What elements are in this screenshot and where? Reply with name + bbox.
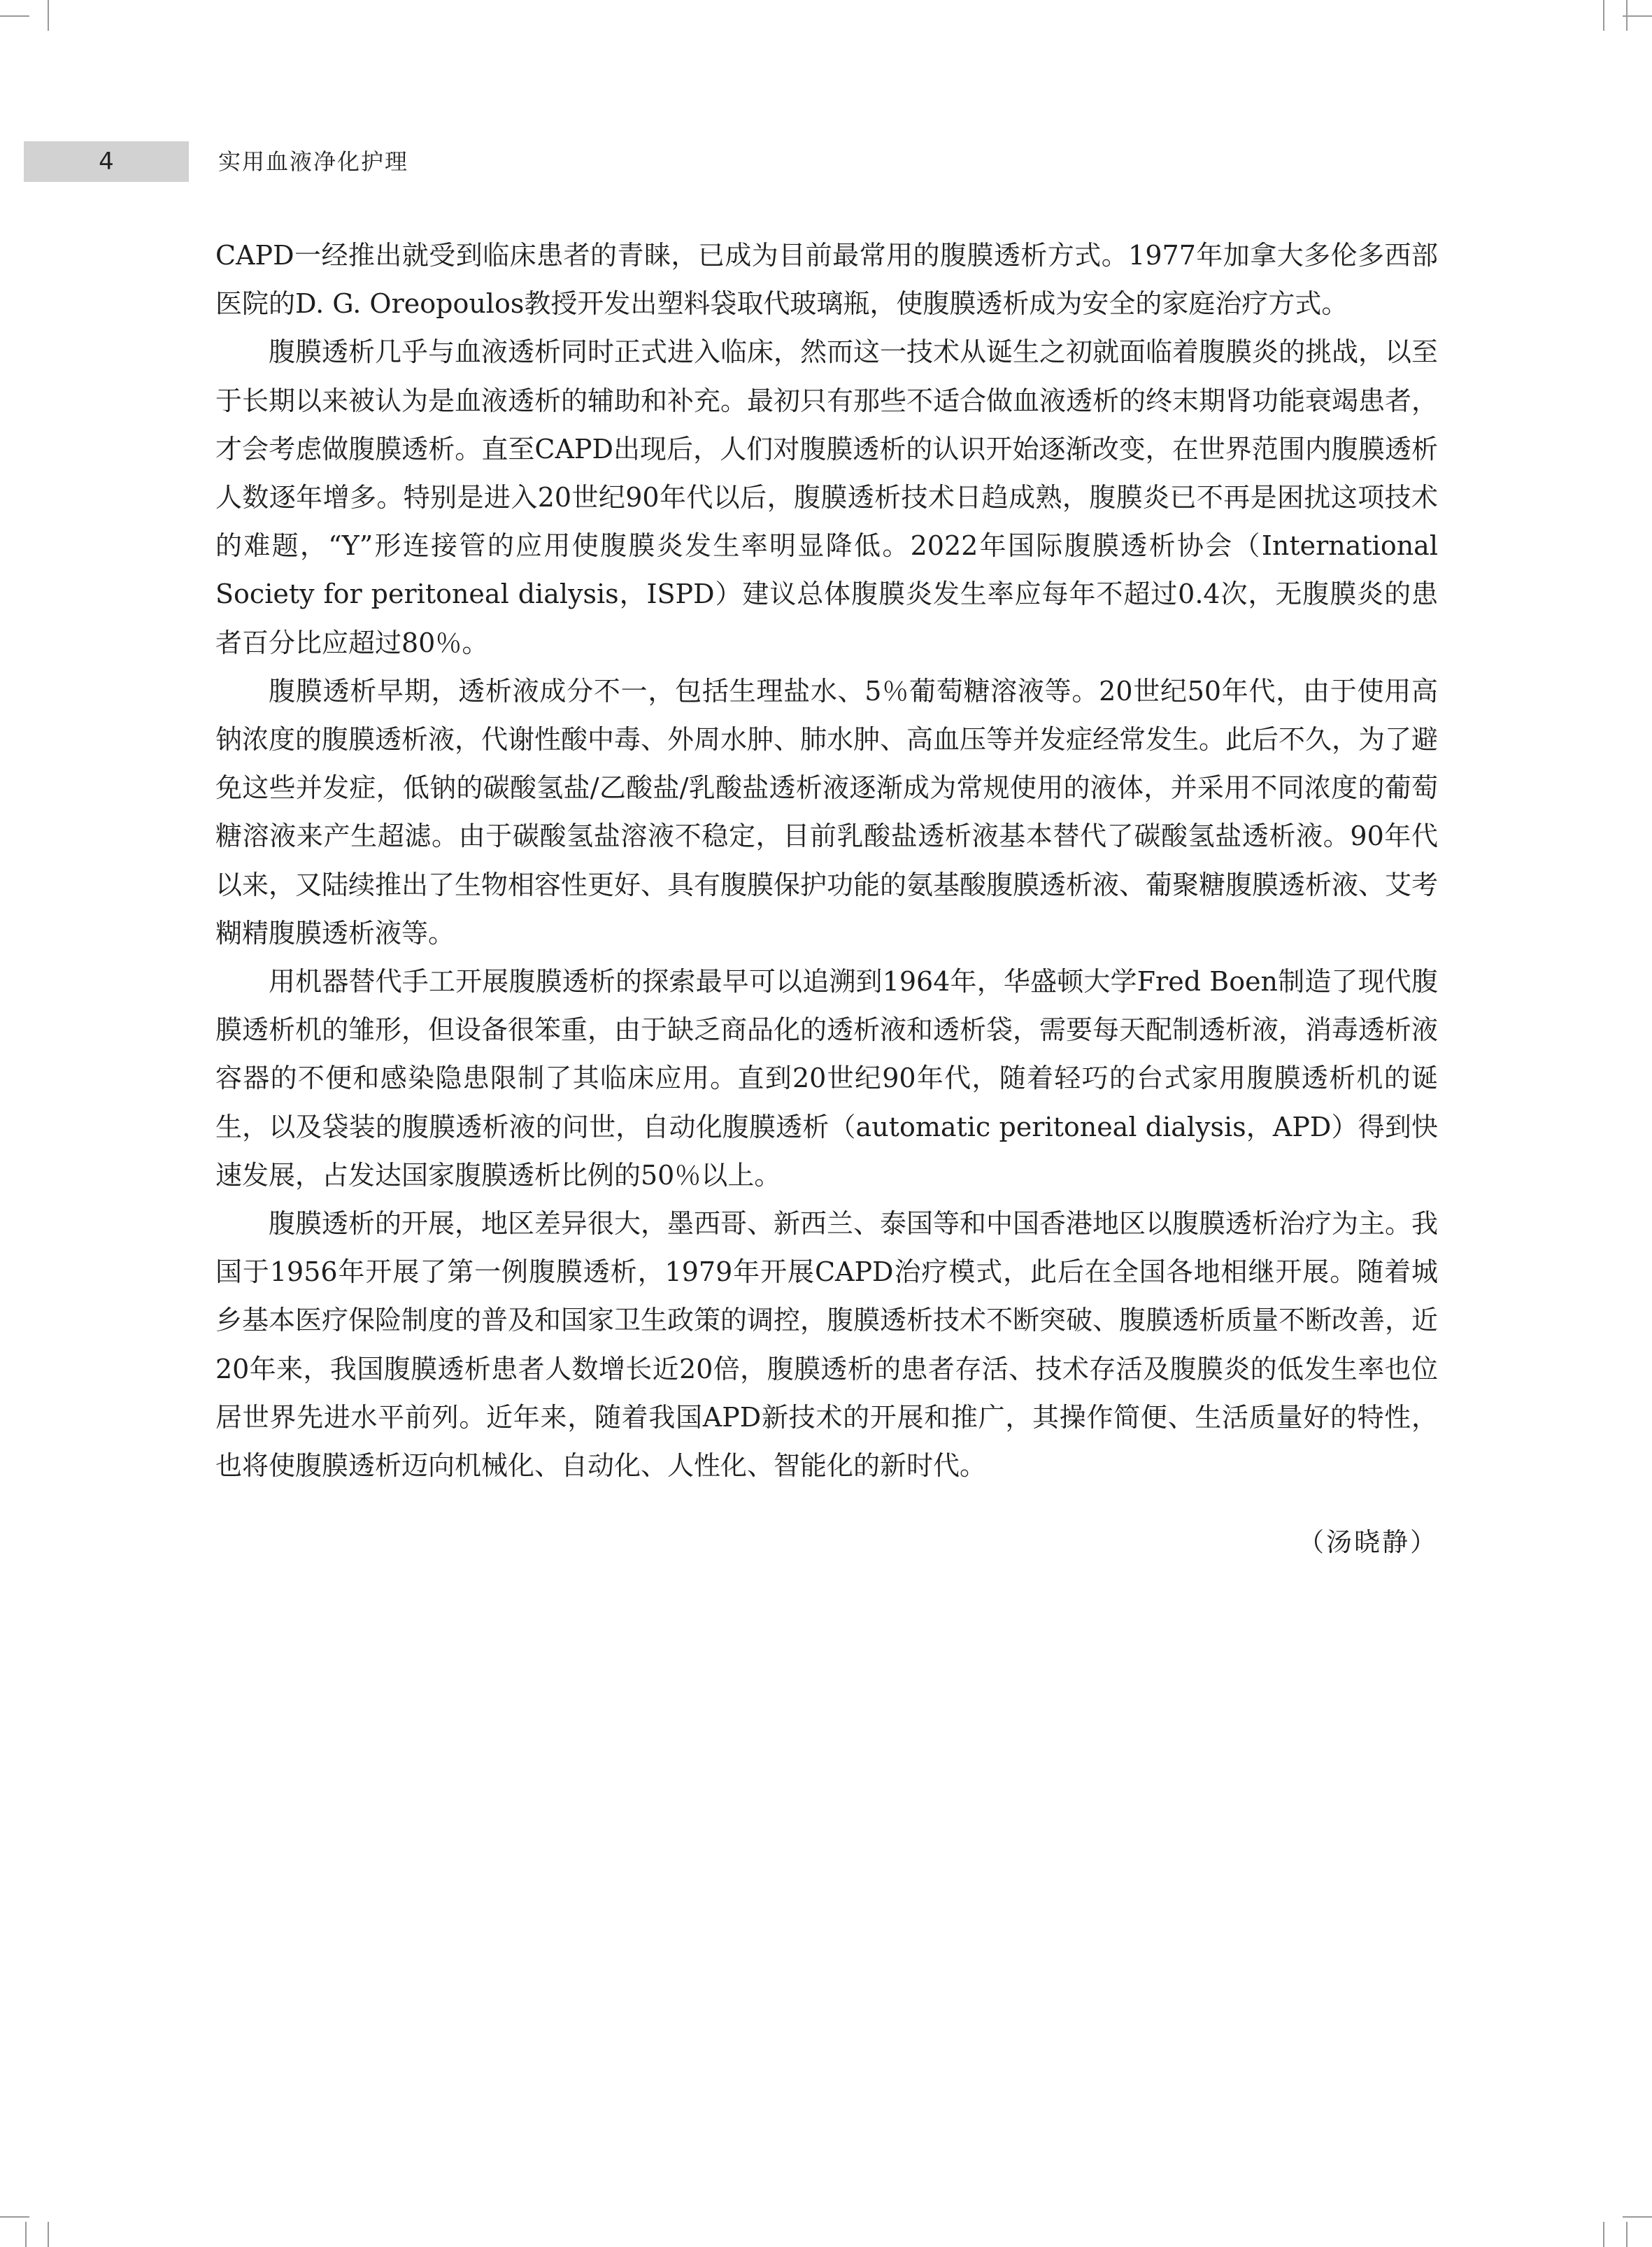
paragraph: 腹膜透析早期，透析液成分不一，包括生理盐水、5％葡萄糖溶液等。20世纪50年代，由于使用高钠浓度的腹膜透析液，代谢性酸中毒、外周水肿、肺水肿、高血压等并发症经常发生。此后不久，为了避免这些并发症，低钠的碳酸氢盐/乙酸盐/乳酸盐透析液逐渐成为常规使用的液体，并采用不同浓度的葡萄糖溶液来产生超滤。由于碳酸氢盐溶液不稳定，目前乳酸盐透析液基本替代了碳酸氢盐透析液。90年代以来，又陆续推出了生物相容性更好、具有腹膜保护功能的氨基酸腹膜透析液、葡聚糖腹膜透析液、艾考糊精腹膜透析液等。	[215, 675, 1439, 949]
author-signature: （汤晓静）	[1298, 1527, 1438, 1557]
crop-mark	[48, 2222, 49, 2247]
crop-mark	[1623, 2216, 1652, 2218]
page-number: 4	[99, 148, 114, 176]
paragraph: CAPD一经推出就受到临床患者的青睐，已成为目前最常用的腹膜透析方式。1977年加拿大多伦多西部医院的D. G. Oreopoulos教授开发出塑料袋取代玻璃瓶，使腹膜透析成为安全的家庭治疗方式。	[215, 240, 1438, 320]
paragraph: 腹膜透析几乎与血液透析同时正式进入临床，然而这一技术从诞生之初就面临着腹膜炎的挑战，以至于长期以来被认为是血液透析的辅助和补充。最初只有那些不适合做血液透析的终末期肾功能衰竭患者，才会考虑做腹膜透析。直至CAPD出现后，人们对腹膜透析的认识开始逐渐改变，在世界范围内腹膜透析人数逐年增多。特别是进入20世纪90年代以后，腹膜透析技术日趋成熟，腹膜炎已不再是困扰这项技术的难题，“Y”形连接管的应用使腹膜炎发生率明显降低。2022年国际腹膜透析协会（International Society for peritoneal dialysis，ISPD）建议总体腹膜炎发生率应每年不超过0.4次，无腹膜炎的患者百分比应超过80％。	[215, 336, 1439, 658]
running-title: 实用血液净化护理	[218, 148, 409, 175]
crop-mark	[0, 2216, 29, 2218]
paragraph: 用机器替代手工开展腹膜透析的探索最早可以追溯到1964年，华盛顿大学Fred Boen制造了现代腹膜透析机的雏形，但设备很笨重，由于缺乏商品化的透析液和透析袋，需要每天配制透析液，消毒透析液容器的不便和感染隐患限制了其临床应用。直到20世纪90年代，随着轻巧的台式家用腹膜透析机的诞生，以及袋装的腹膜透析液的问世，自动化腹膜透析（automatic peritoneal dialysis，APD）得到快速发展，占发达国家腹膜透析比例的50％以上。	[215, 966, 1439, 1191]
paragraph: 腹膜透析的开展，地区差异很大，墨西哥、新西兰、泰国等和中国香港地区以腹膜透析治疗为主。我国于1956年开展了第一例腹膜透析，1979年开展CAPD治疗模式，此后在全国各地相继开展。随着城乡基本医疗保险制度的普及和国家卫生政策的调控，腹膜透析技术不断突破、腹膜透析质量不断改善，近20年来，我国腹膜透析患者人数增长近20倍，腹膜透析的患者存活、技术存活及腹膜炎的低发生率也位居世界先进水平前列。近年来，随着我国APD新技术的开展和推广，其操作简便、生活质量好的特性，也将使腹膜透析迈向机械化、自动化、人性化、智能化的新时代。	[215, 1208, 1439, 1482]
crop-mark	[0, 15, 29, 17]
crop-mark	[25, 2222, 27, 2247]
crop-mark	[1603, 2222, 1604, 2247]
crop-mark	[1626, 2222, 1628, 2247]
text-body	[215, 232, 1438, 1490]
crop-mark	[48, 0, 49, 31]
crop-mark	[1626, 0, 1628, 31]
crop-mark	[1603, 0, 1604, 31]
